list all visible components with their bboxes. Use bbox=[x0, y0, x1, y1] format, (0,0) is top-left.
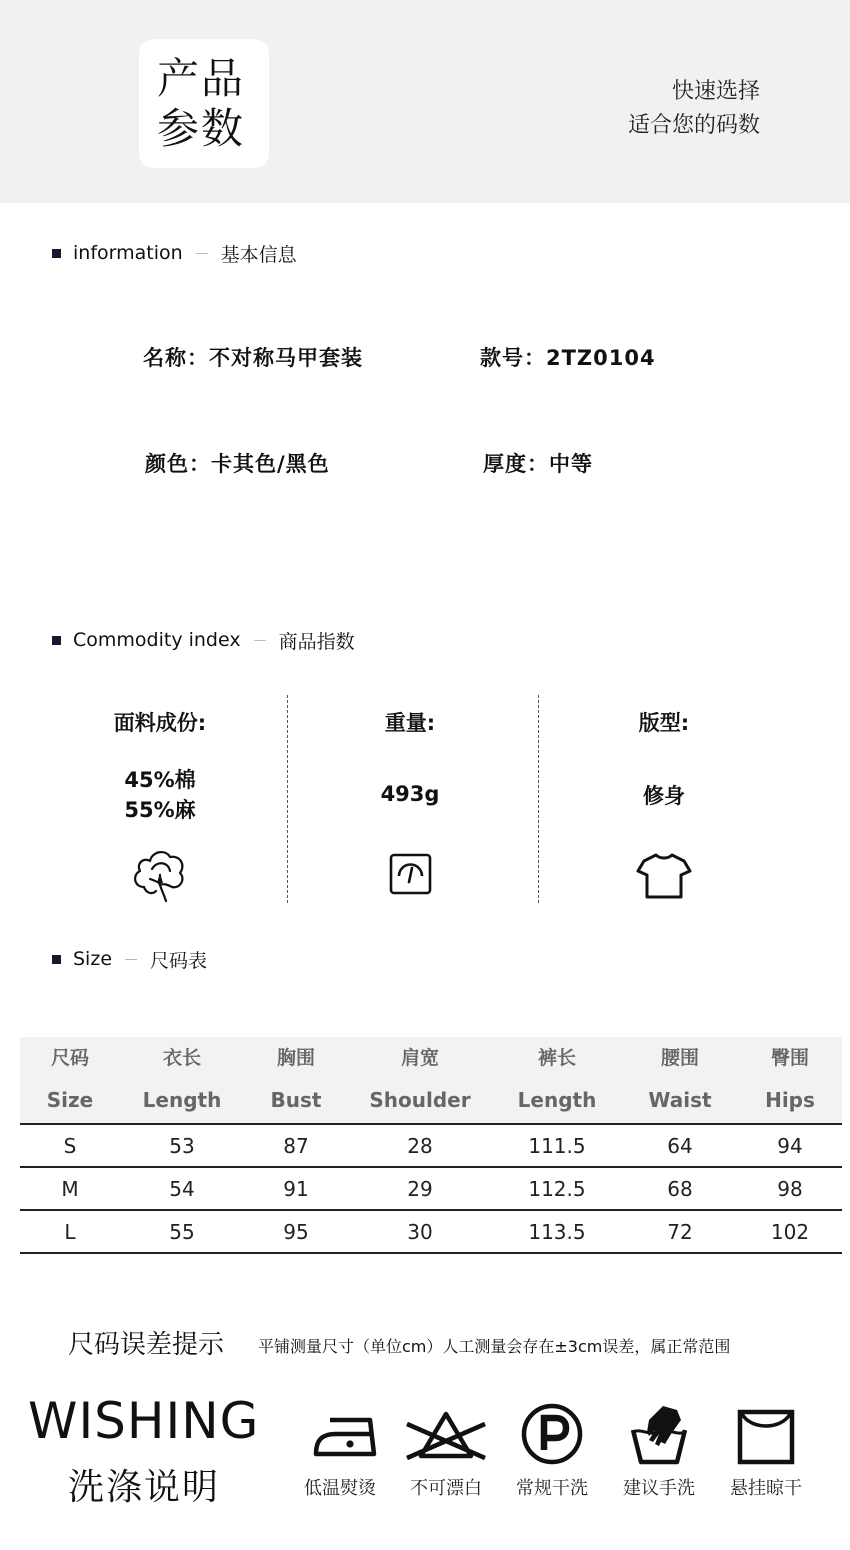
table-cell: 95 bbox=[244, 1210, 348, 1253]
table-cell: 87 bbox=[244, 1124, 348, 1167]
size-error-text: 平铺测量尺寸（单位cm）人工测量会存在±3cm误差，属正常范围 bbox=[258, 1337, 731, 1356]
care-label: 低温熨烫 bbox=[304, 1478, 376, 1499]
no-bleach-icon bbox=[401, 1402, 491, 1462]
section-title-zh: 基本信息 bbox=[220, 243, 297, 266]
table-cell: S bbox=[20, 1124, 120, 1167]
commodity-label: 面料成份: bbox=[113, 711, 207, 735]
header-banner bbox=[0, 0, 850, 203]
header-cell: 尺码 Size bbox=[20, 1037, 120, 1124]
table-cell: L bbox=[20, 1210, 120, 1253]
care-label: 建议手洗 bbox=[623, 1478, 695, 1499]
bullet-square-icon bbox=[52, 249, 61, 258]
commodity-weight bbox=[310, 695, 510, 905]
divider-dash bbox=[196, 253, 208, 254]
header-cell: 臀围 Hips bbox=[738, 1037, 842, 1124]
section-title-en: information bbox=[73, 242, 183, 264]
table-cell: 29 bbox=[348, 1167, 492, 1210]
care-label: 不可漂白 bbox=[410, 1478, 482, 1499]
table-cell: 91 bbox=[244, 1167, 348, 1210]
table-cell: 102 bbox=[738, 1210, 842, 1253]
section-title-size bbox=[52, 947, 207, 971]
header-cell: 肩宽 Shoulder bbox=[348, 1037, 492, 1124]
column-divider bbox=[538, 695, 539, 903]
scale-icon bbox=[380, 847, 440, 903]
table-cell: 30 bbox=[348, 1210, 492, 1253]
commodity-value-line1: 45%棉 bbox=[124, 768, 196, 792]
header-badge bbox=[139, 39, 269, 168]
size-table bbox=[20, 1037, 842, 1254]
care-item-hand-wash bbox=[609, 1402, 709, 1499]
size-table-header bbox=[20, 1037, 842, 1124]
table-row bbox=[20, 1210, 842, 1253]
care-item-no-bleach bbox=[396, 1402, 496, 1499]
care-item-low-temp-iron bbox=[290, 1402, 390, 1499]
care-item-hang-dry bbox=[716, 1402, 816, 1499]
table-cell: 28 bbox=[348, 1124, 492, 1167]
commodity-value: 修身 bbox=[643, 784, 685, 808]
section-title-zh: 尺码表 bbox=[150, 949, 208, 972]
wash-instructions-title: 洗涤说明 bbox=[68, 1467, 221, 1508]
cotton-icon bbox=[130, 847, 190, 903]
section-title-en: Size bbox=[73, 948, 113, 970]
table-cell: 64 bbox=[622, 1124, 738, 1167]
badge-title-line2: 参数 bbox=[157, 104, 246, 153]
header-cell: 衣长 Length bbox=[120, 1037, 244, 1124]
bullet-square-icon bbox=[52, 636, 61, 645]
header-cell: 裤长 Length bbox=[492, 1037, 622, 1124]
hand-wash-icon bbox=[619, 1402, 699, 1466]
header-subtitle-line2: 适合您的码数 bbox=[627, 113, 760, 138]
section-title-zh: 商品指数 bbox=[278, 630, 355, 653]
table-cell: 94 bbox=[738, 1124, 842, 1167]
column-divider bbox=[287, 695, 288, 903]
commodity-label: 重量: bbox=[384, 711, 436, 735]
info-thickness: 厚度：中等 bbox=[483, 452, 593, 476]
table-row bbox=[20, 1124, 842, 1167]
commodity-fabric bbox=[60, 695, 260, 905]
divider-dash bbox=[125, 959, 137, 960]
header-cell: 腰围 Waist bbox=[622, 1037, 738, 1124]
commodity-label: 版型: bbox=[638, 711, 690, 735]
info-color: 颜色：卡其色/黑色 bbox=[145, 452, 330, 476]
table-cell: 68 bbox=[622, 1167, 738, 1210]
low-temp-iron-icon bbox=[300, 1402, 380, 1462]
section-title-commodity bbox=[52, 628, 355, 652]
brand-logo: WISHING bbox=[28, 1392, 260, 1450]
dry-clean-icon bbox=[517, 1402, 587, 1466]
badge-title-line1: 产品 bbox=[157, 54, 246, 103]
size-error-title: 尺码误差提示 bbox=[68, 1330, 225, 1360]
info-style-number: 款号：2TZ0104 bbox=[480, 346, 656, 370]
tshirt-icon bbox=[634, 847, 694, 903]
commodity-value: 493g bbox=[380, 782, 440, 806]
table-cell: 112.5 bbox=[492, 1167, 622, 1210]
table-row bbox=[20, 1167, 842, 1210]
commodity-value-line2: 55%麻 bbox=[124, 798, 196, 822]
header-subtitle-line1: 快速选择 bbox=[671, 79, 760, 104]
care-label: 悬挂晾干 bbox=[730, 1478, 802, 1499]
divider-dash bbox=[254, 640, 266, 641]
section-title-en: Commodity index bbox=[73, 629, 241, 651]
table-cell: M bbox=[20, 1167, 120, 1210]
table-cell: 55 bbox=[120, 1210, 244, 1253]
table-cell: 53 bbox=[120, 1124, 244, 1167]
header-cell: 胸围 Bust bbox=[244, 1037, 348, 1124]
hang-dry-icon bbox=[731, 1402, 801, 1466]
info-name: 名称：不对称马甲套装 bbox=[143, 346, 363, 370]
table-cell: 113.5 bbox=[492, 1210, 622, 1253]
table-cell: 54 bbox=[120, 1167, 244, 1210]
bullet-square-icon bbox=[52, 955, 61, 964]
table-cell: 98 bbox=[738, 1167, 842, 1210]
care-item-dry-clean bbox=[502, 1402, 602, 1499]
table-cell: 72 bbox=[622, 1210, 738, 1253]
commodity-fit bbox=[564, 695, 764, 905]
section-title-information bbox=[52, 241, 297, 265]
table-cell: 111.5 bbox=[492, 1124, 622, 1167]
care-label: 常规干洗 bbox=[516, 1478, 588, 1499]
